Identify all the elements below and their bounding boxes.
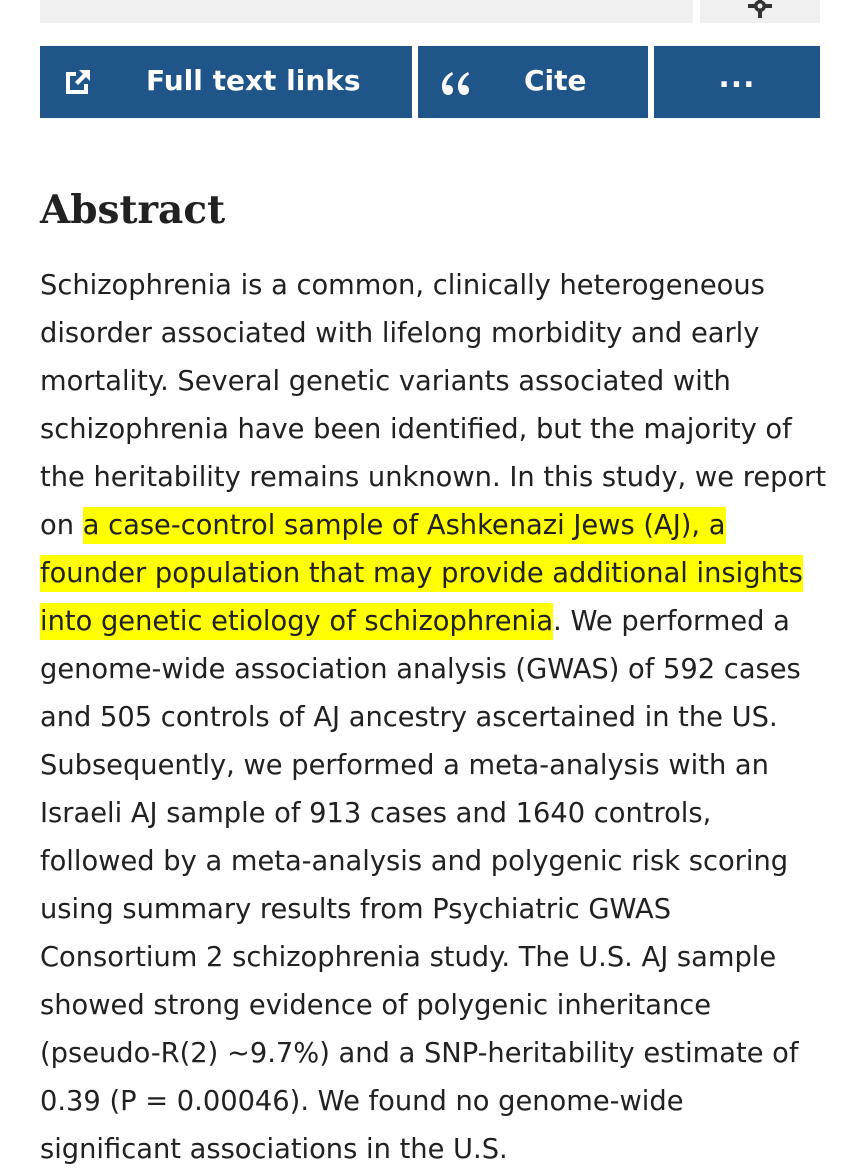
gear-icon xyxy=(748,0,772,18)
full-text-links-label: Full text links xyxy=(146,64,361,97)
abstract-highlight: a case-control sample of Ashkenazi Jews (AJ), a founder population that may provide additional insights into genetic etiology of schizophrenia xyxy=(40,507,803,640)
search-bar[interactable] xyxy=(40,0,693,23)
external-link-icon xyxy=(62,66,94,98)
cite-label: Cite xyxy=(524,64,587,97)
article-actions xyxy=(40,46,820,118)
abstract-paragraph xyxy=(40,262,830,1174)
more-actions-label: ... xyxy=(718,60,756,95)
quote-icon xyxy=(440,68,472,100)
abstract-text-after: . We performed a genome-wide association analysis (GWAS) of 592 cases and 505 controls of AJ ancestry ascertained in the US. Subsequently, we performed a meta-analysis with an Israeli AJ sample of 913 cases and 1640 controls, followed by a meta-analysis and polygenic risk scoring using summary results from Psychiatric GWAS Consortium 2 schizophrenia study. The U.S. AJ sample showed strong evidence of polygenic inheritance (pseudo-R(2) ~9.7%) and a SNP-heritability estimate of 0.39 (P = 0.00046). We found no genome-wide significant associations in the U.S. xyxy=(40,606,801,1165)
search-options-button[interactable] xyxy=(700,0,820,23)
more-actions-button[interactable] xyxy=(654,46,820,118)
cite-button[interactable] xyxy=(418,46,648,118)
abstract-text-before: Schizophrenia is a common, clinically heterogeneous disorder associated with lifelong morbidity and early mortality. Several genetic variants associated with schizophrenia have been identified, but the majority of the heritability remains unknown. In this study, we report on xyxy=(40,270,827,541)
abstract-heading: Abstract xyxy=(40,187,226,233)
full-text-links-button[interactable] xyxy=(40,46,412,118)
